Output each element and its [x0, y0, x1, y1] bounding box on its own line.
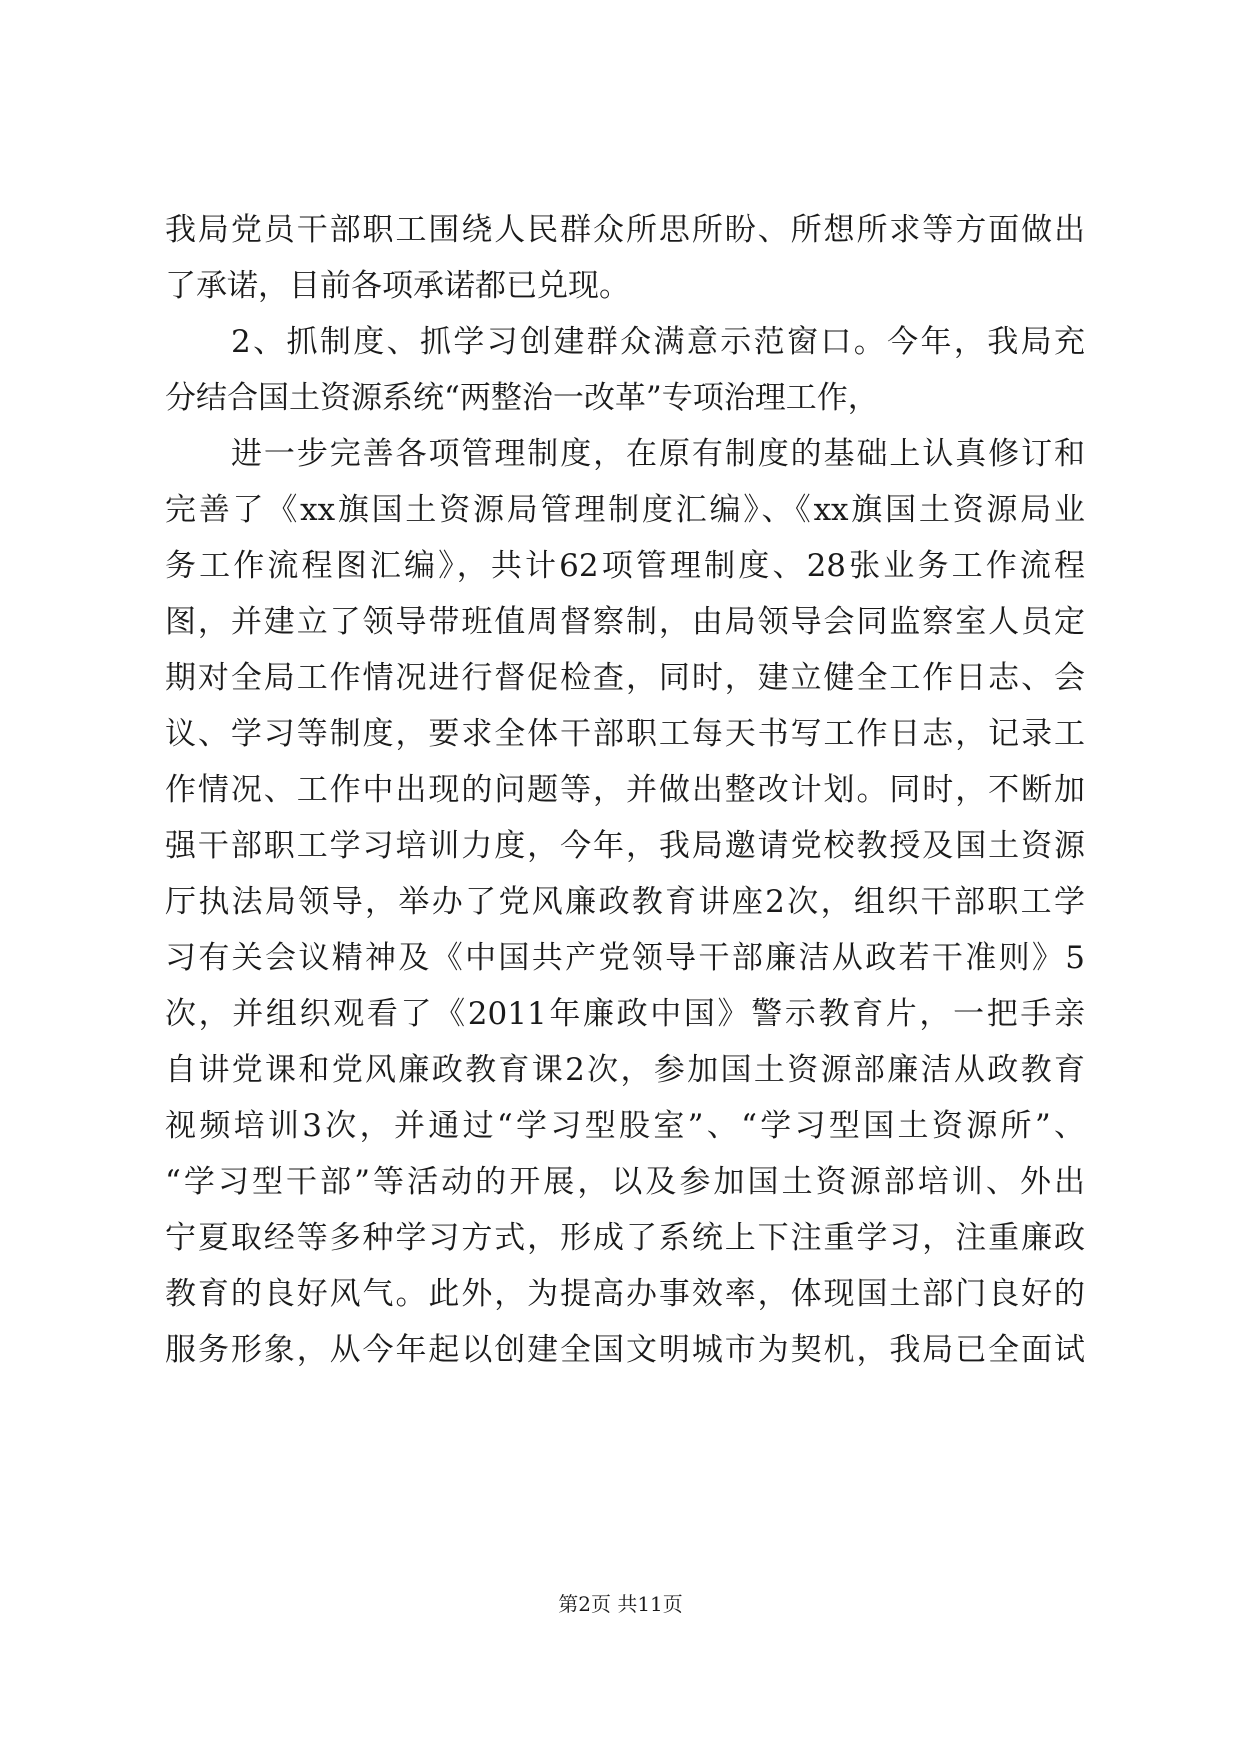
text-line: 作情况、工作中出现的问题等，并做出整改计划。同时，不断加: [165, 772, 1085, 808]
text-line: 视频培训3次，并通过“学习型股室”、“学习型国土资源所”、: [165, 1108, 1085, 1144]
text-line: 强干部职工学习培训力度，今年，我局邀请党校教授及国土资源: [165, 828, 1085, 864]
text-line: 议、学习等制度，要求全体干部职工每天书写工作日志，记录工: [165, 716, 1085, 752]
text-line: 进一步完善各项管理制度，在原有制度的基础上认真修订和: [231, 436, 1085, 472]
page-number-footer: 第2页 共11页: [558, 1592, 683, 1616]
text-line: 宁夏取经等多种学习方式，形成了系统上下注重学习，注重廉政: [165, 1220, 1085, 1256]
text-line: 图，并建立了领导带班值周督察制，由局领导会同监察室人员定: [165, 604, 1085, 640]
text-line: 厅执法局领导，举办了党风廉政教育讲座2次，组织干部职工学: [165, 884, 1085, 920]
text-line: 服务形象，从今年起以创建全国文明城市为契机，我局已全面试: [165, 1332, 1085, 1368]
text-line: 2、抓制度、抓学习创建群众满意示范窗口。今年，我局充: [231, 324, 1085, 360]
text-line: 务工作流程图汇编》，共计62项管理制度、28张业务工作流程: [165, 548, 1085, 584]
text-line: 我局党员干部职工围绕人民群众所思所盼、所想所求等方面做出: [165, 212, 1085, 248]
text-line: 教育的良好风气。此外，为提高办事效率，体现国土部门良好的: [165, 1276, 1085, 1312]
text-line: 完善了《xx旗国土资源局管理制度汇编》、《xx旗国土资源局业: [165, 492, 1085, 528]
text-line: “学习型干部”等活动的开展，以及参加国土资源部培训、外出: [165, 1164, 1085, 1200]
text-line: 了承诺，目前各项承诺都已兑现。: [165, 268, 630, 304]
text-line: 习有关会议精神及《中国共产党领导干部廉洁从政若干准则》5: [165, 940, 1085, 976]
text-line: 次，并组织观看了《2011年廉政中国》警示教育片，一把手亲: [165, 996, 1085, 1032]
text-line: 自讲党课和党风廉政教育课2次，参加国土资源部廉洁从政教育: [165, 1052, 1085, 1088]
text-line: 分结合国土资源系统“两整治一改革”专项治理工作，: [165, 380, 879, 416]
text-line: 期对全局工作情况进行督促检查，同时，建立健全工作日志、会: [165, 660, 1085, 696]
